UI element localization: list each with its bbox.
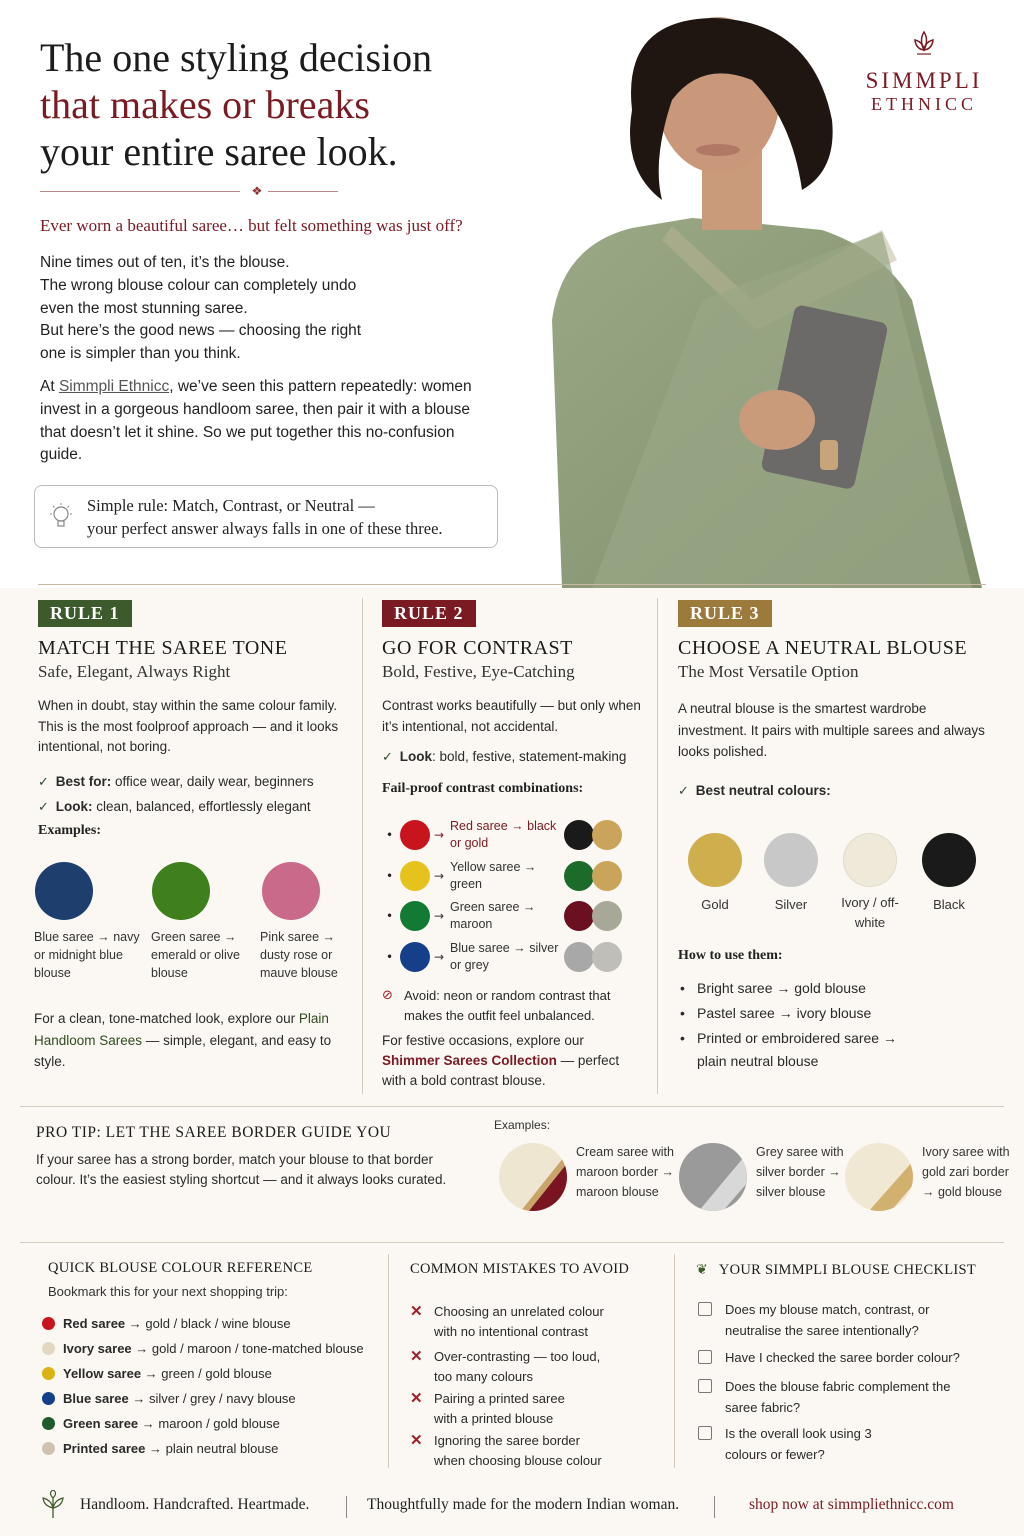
border-example-cream xyxy=(498,1142,674,1216)
check-icon: ✓ xyxy=(382,749,393,764)
rule-1-best-for: ✓ Best for: office wear, daily wear, beginners xyxy=(38,772,348,792)
swatch-ivory xyxy=(843,833,897,887)
rule-1-paragraph: When in doubt, stay within the same colour family. This is the most foolproof approach — and it looks intentional, not boring. xyxy=(38,698,339,754)
column-divider xyxy=(657,598,658,1094)
rule-3-badge: RULE 3 xyxy=(678,600,772,627)
rule-1-badge: RULE 1 xyxy=(38,600,132,627)
intro-line: But here’s the good news — choosing the right xyxy=(40,322,362,340)
combo-row-yellow: • → Yellow saree → green xyxy=(382,859,632,895)
column-divider xyxy=(674,1254,675,1468)
combo-label: Green saree → maroon xyxy=(450,900,536,931)
headline-line-1: The one styling decision xyxy=(40,35,433,80)
use-item: • Bright saree → gold blouse xyxy=(680,980,866,996)
headline xyxy=(40,34,432,175)
check-icon: ✓ xyxy=(38,798,49,814)
blouse-swatch xyxy=(564,901,594,931)
rule-3-title: CHOOSE A NEUTRAL BLOUSE xyxy=(678,637,968,659)
x-icon: ✕ xyxy=(410,1303,423,1320)
blouse-swatch xyxy=(592,942,622,972)
footer-mid-text: Thoughtfully made for the modern Indian woman. xyxy=(367,1496,680,1513)
rule-2-column xyxy=(382,600,644,797)
pro-tip-title: PRO TIP: LET THE SAREE BORDER GUIDE YOU xyxy=(36,1124,392,1141)
reference-row: Red saree → gold / black / wine blouse xyxy=(42,1316,291,1336)
rule-1-examples-heading: Examples: xyxy=(38,822,101,838)
pro-tip-divider xyxy=(20,1106,1004,1107)
headline-line-2: that makes or breaks xyxy=(40,82,370,127)
swatch-black xyxy=(922,833,976,887)
lightbulb-icon xyxy=(47,502,75,532)
plain-handloom-sarees-link[interactable]: Plain Handloom Sarees xyxy=(34,1011,329,1048)
rule-1-column xyxy=(38,600,348,839)
how-to-use-heading: How to use them: xyxy=(678,948,783,963)
mistake-item: ✕ Choosing an unrelated colour with no intentional contrast xyxy=(410,1303,604,1339)
rule-1-subtitle: Safe, Elegant, Always Right xyxy=(38,662,231,681)
combo-row-blue: • → Blue saree → silver or grey xyxy=(382,940,632,976)
simple-rule-callout xyxy=(34,485,498,548)
reference-row: Yellow saree → green / gold blouse xyxy=(42,1366,272,1386)
swatch-gold xyxy=(688,833,742,887)
column-divider xyxy=(362,598,363,1094)
lotus-icon xyxy=(909,28,939,58)
intro-line: even the most stunning saree. xyxy=(40,299,248,317)
rule-2-title: GO FOR CONTRAST xyxy=(382,637,573,659)
checkbox[interactable] xyxy=(698,1426,712,1440)
combo-label: Red saree → black or gold xyxy=(450,819,557,850)
checkbox[interactable] xyxy=(698,1350,712,1364)
swatch-label: Green saree → emerald or olive blouse xyxy=(151,930,240,980)
footer xyxy=(0,1486,1024,1526)
checklist-title: YOUR SIMMPLI BLOUSE CHECKLIST xyxy=(718,1262,977,1278)
saree-swatch xyxy=(400,901,430,931)
swatch-label: Blue saree → navy or midnight blue blouse xyxy=(34,930,140,980)
leaf-icon: ❦ xyxy=(696,1262,708,1278)
brand-name-line-1: SIMMPLI xyxy=(865,68,983,93)
use-item: • Printed or embroidered saree → plain neutral blouse xyxy=(680,1030,897,1069)
rule-2-paragraph: Contrast works beautifully — but only when it’s intentional, not accidental. xyxy=(382,698,641,734)
swatch-silver xyxy=(764,833,818,887)
leaf-sprig-icon xyxy=(40,1490,66,1520)
checklist-item[interactable]: Is the overall look using 3 colours or fewer? xyxy=(698,1424,988,1465)
intro-line: The wrong blouse colour can completely undo xyxy=(40,276,357,294)
neutral-label: Black xyxy=(933,897,965,912)
rule-2-subtitle: Bold, Festive, Eye-Catching xyxy=(382,662,575,681)
grey-silver-fabric-swatch xyxy=(678,1142,748,1212)
intro-line: Nine times out of ten, it’s the blouse. xyxy=(40,254,290,271)
column-divider xyxy=(388,1254,389,1468)
fail-proof-heading: Fail-proof contrast combinations: xyxy=(382,781,584,796)
section-divider xyxy=(20,1242,1004,1243)
pro-tip-examples-heading: Examples: xyxy=(494,1118,551,1132)
rule-2-footer: For festive occasions, explore our Shimmer Sarees Collection — perfect with a bold contrast blouse. xyxy=(382,1033,620,1088)
blouse-swatch xyxy=(564,942,594,972)
border-example-label: Cream saree with maroon border → maroon blouse xyxy=(576,1145,674,1199)
reference-subtitle: Bookmark this for your next shopping trip: xyxy=(48,1284,288,1299)
border-example-grey xyxy=(678,1142,844,1216)
x-icon: ✕ xyxy=(410,1432,423,1449)
blouse-swatch xyxy=(592,861,622,891)
reference-row: Green saree → maroon / gold blouse xyxy=(42,1416,280,1436)
intro-paragraph-2: At Simmpli Ethnicc, we’ve seen this pattern repeatedly: women invest in a gorgeous handloom saree, then pair it with a blouse that doesn’t let it shine. So we put together this no-confusion guide. xyxy=(40,378,472,464)
blouse-swatch xyxy=(564,861,594,891)
footer-tagline: Handloom. Handcrafted. Heartmade. xyxy=(80,1496,310,1513)
uses-list xyxy=(680,977,920,1073)
combo-label: Blue saree → silver or grey xyxy=(450,941,559,972)
intro-line: one is simpler than you think. xyxy=(40,345,241,363)
use-item: • Pastel saree → ivory blouse xyxy=(680,1005,872,1021)
check-icon: ✓ xyxy=(678,782,689,798)
mistake-item: ✕ Ignoring the saree border when choosing blouse colour xyxy=(410,1432,602,1468)
prohibited-icon: ⊘ xyxy=(382,988,393,1003)
avoid-note: ⊘ Avoid: neon or random contrast that makes the outfit feel unbalanced. xyxy=(382,988,611,1023)
rule-3-paragraph: A neutral blouse is the smartest wardrobe investment. It pairs with multiple sarees and always looks polished. xyxy=(678,701,985,759)
simmpli-ethnicc-link[interactable]: Simmpli Ethnicc xyxy=(58,378,170,395)
combo-row-red: • → Red saree → black or gold xyxy=(382,818,632,854)
rule-3-subtitle: The Most Versatile Option xyxy=(678,662,859,681)
rule-3-best-neutral: ✓ Best neutral colours: xyxy=(678,781,988,801)
border-example-ivory xyxy=(844,1142,1010,1216)
saree-swatch xyxy=(400,820,430,850)
diamond-ornament-icon: ❖ xyxy=(251,184,263,198)
rule-1-look: ✓ Look: clean, balanced, effortlessly elegant xyxy=(38,797,348,817)
reference-row: Printed saree → plain neutral blouse xyxy=(42,1441,278,1461)
blouse-swatch xyxy=(564,820,594,850)
check-icon: ✓ xyxy=(38,773,49,789)
border-example-label: Ivory saree with gold zari border → gold blouse xyxy=(922,1145,1010,1199)
swatch-pink xyxy=(262,862,320,920)
checklist-item[interactable]: Does the blouse fabric complement the saree fabric? xyxy=(698,1377,988,1418)
reference-row: Ivory saree → gold / maroon / tone-matched blouse xyxy=(42,1341,364,1361)
checklist-header xyxy=(696,1259,996,1279)
section-divider xyxy=(38,584,986,585)
x-icon: ✕ xyxy=(410,1390,423,1407)
reference-title: QUICK BLOUSE COLOUR REFERENCE xyxy=(48,1260,313,1276)
neutral-label: Gold xyxy=(701,897,729,912)
cream-maroon-fabric-swatch xyxy=(498,1142,568,1212)
mistake-item: ✕ Over-contrasting — too loud, too many colours xyxy=(410,1348,601,1384)
rule-1-footer: For a clean, tone-matched look, explore our Plain Handloom Sarees — simple, elegant, and easy to style. xyxy=(34,1011,332,1069)
brand-logo xyxy=(846,28,1002,115)
neutral-label: Ivory / off-white xyxy=(841,895,899,930)
mistakes-title: COMMON MISTAKES TO AVOID xyxy=(410,1261,630,1277)
shimmer-sarees-link[interactable]: Shimmer Sarees Collection xyxy=(382,1053,557,1068)
hook-question: Ever worn a beautiful saree… but felt something was just off? xyxy=(40,216,463,235)
brand-name-line-2: ETHNICC xyxy=(871,94,977,114)
intro-paragraph xyxy=(40,252,480,366)
saree-swatch xyxy=(400,861,430,891)
hero-section xyxy=(0,0,1024,588)
combo-row-green: • → Green saree → maroon xyxy=(382,899,632,935)
checklist-item[interactable]: Does my blouse match, contrast, or neutralise the saree intentionally? xyxy=(698,1300,988,1341)
rule-line-1: Simple rule: Match, Contrast, or Neutral — xyxy=(87,496,375,515)
checkbox[interactable] xyxy=(698,1379,712,1393)
swatch-label: Pink saree → dusty rose or mauve blouse xyxy=(260,930,338,980)
swatch-green xyxy=(152,862,210,920)
rule-2-look: ✓ Look: bold, festive, statement-making xyxy=(382,747,644,767)
saree-swatch xyxy=(400,942,430,972)
ornament-divider xyxy=(40,184,338,198)
shop-now-link[interactable]: shop now at simmpliethnicc.com xyxy=(749,1496,954,1513)
rule-line-2: your perfect answer always falls in one of these three. xyxy=(87,519,443,538)
pro-tip-paragraph: If your saree has a strong border, match your blouse to that border colour. It’s the easiest styling shortcut — and it always looks curated. xyxy=(36,1152,447,1187)
neutral-label: Silver xyxy=(774,897,808,912)
checkbox[interactable] xyxy=(698,1302,712,1316)
swatch-blue xyxy=(35,862,93,920)
border-example-label: Grey saree with silver border → silver blouse xyxy=(756,1145,844,1199)
rule-1-title: MATCH THE SAREE TONE xyxy=(38,637,288,659)
rule-3-column xyxy=(678,600,988,801)
rule-2-badge: RULE 2 xyxy=(382,600,476,627)
ivory-gold-fabric-swatch xyxy=(844,1142,914,1212)
blouse-swatch xyxy=(592,901,622,931)
checklist-item[interactable]: Have I checked the saree border colour? xyxy=(698,1348,988,1369)
combo-label: Yellow saree → green xyxy=(450,860,537,891)
mistake-item: ✕ Pairing a printed saree with a printed blouse xyxy=(410,1390,565,1426)
x-icon: ✕ xyxy=(410,1348,423,1365)
headline-line-3: your entire saree look. xyxy=(40,129,398,174)
blouse-swatch xyxy=(592,820,622,850)
reference-row: Blue saree → silver / grey / navy blouse xyxy=(42,1391,296,1411)
